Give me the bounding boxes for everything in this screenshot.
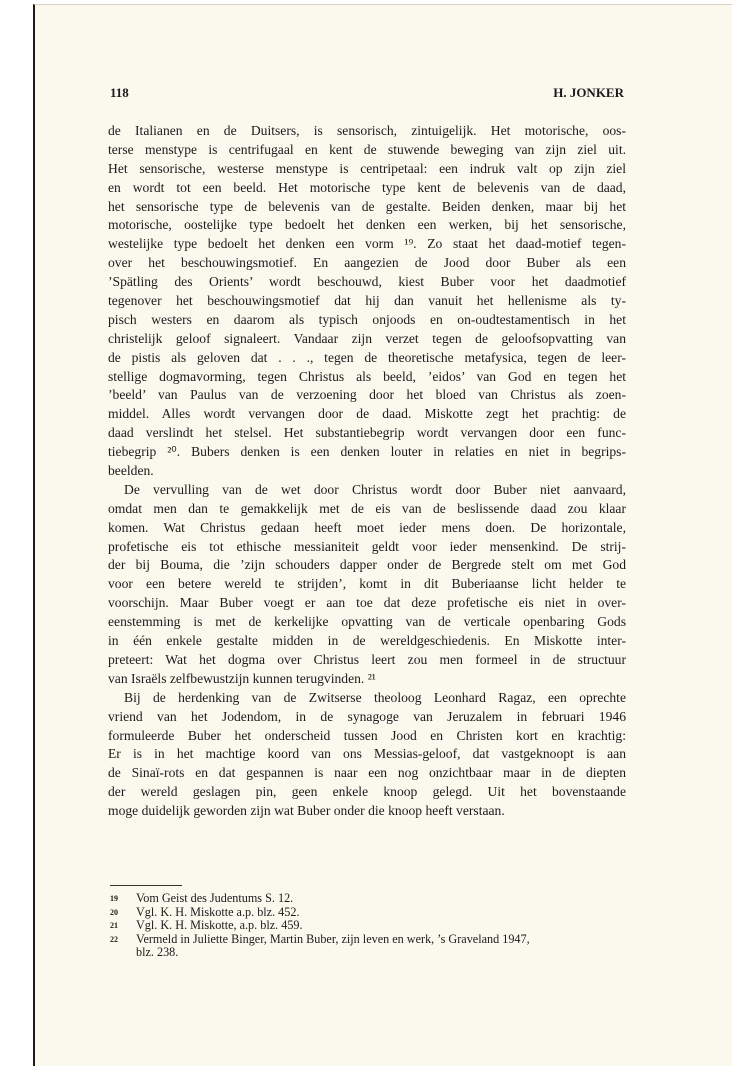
text-line: ’beeld’ van Paulus van de verzoening door het bloed van Christus als zoen- bbox=[108, 387, 626, 403]
text-line: der wereld geslagen pin, geen enkele knoop gelegd. Uit het bovenstaande bbox=[108, 784, 626, 800]
footnote-text: blz. 238. bbox=[136, 945, 179, 960]
text-line: moge duidelijk geworden zijn wat Buber onder die knoop heeft verstaan. bbox=[108, 803, 505, 819]
footnote bbox=[110, 892, 626, 906]
text-line: en wordt tot een beeld. Het motorische type kent de belevenis van de daad, bbox=[108, 179, 626, 195]
text-line: vriend van het Jodendom, in de synagoge van Jeruzalem in februari 1946 bbox=[108, 708, 626, 724]
text-line: preteert: Wat het dogma over Christus leert zou men formeel in de structuur bbox=[108, 651, 626, 667]
text-line: over het beschouwingsmotief. En aangezien de Jood door Buber als een bbox=[108, 255, 626, 271]
footnote bbox=[110, 906, 626, 920]
footnote-mark: 22 bbox=[110, 934, 118, 944]
body-text bbox=[108, 122, 626, 821]
text-line: beelden. bbox=[108, 463, 154, 479]
text-line: De vervulling van de wet door Christus wordt door Buber niet aanvaard, bbox=[124, 481, 626, 497]
text-line: pisch westers en daarom als typisch onjoods en on-oudtestamentisch in het bbox=[108, 311, 626, 327]
footnote-rule bbox=[110, 885, 182, 886]
text-line: eenstemming is met de kerkelijke opvatting van de verticale openbaring Gods bbox=[108, 614, 626, 630]
text-line: formuleerde Buber het onderscheid tussen Jood en Christen kort en krachtig: bbox=[108, 727, 626, 743]
text-line: Bij de herdenking van de Zwitserse theoloog Leonhard Ragaz, een oprechte bbox=[124, 689, 626, 705]
footnote-text: Vom Geist des Judentums S. 12. bbox=[136, 891, 294, 905]
text-line: de pistis als geloven dat . . ., tegen de theoretische metafysica, tegen de leer- bbox=[108, 349, 626, 365]
text-line: voor een betere wereld te strijden’, komt in dit Buberiaanse licht helder te bbox=[108, 576, 626, 592]
text-line: westelijke type bedoelt het denken een vorm ¹⁹. Zo staat het daad-motief tegen- bbox=[108, 236, 626, 252]
footnote-text: Vgl. K. H. Miskotte a.p. blz. 452. bbox=[136, 904, 300, 919]
footnote bbox=[110, 933, 626, 960]
text-line: komen. Wat Christus gedaan heeft moet ieder mens doen. De horizontale, bbox=[108, 519, 626, 535]
footnote-text: Vgl. K. H. Miskotte, a.p. blz. 459. bbox=[136, 918, 303, 933]
footnote bbox=[110, 919, 626, 933]
text-line: voorschijn. Maar Buber voegt er aan toe dat deze profetische eis niet in over- bbox=[108, 595, 626, 611]
text-line: tegenover het beschouwingsmotief dat hij dan vanuit het hellenisme als ty- bbox=[108, 293, 626, 309]
footnote-mark: 19 bbox=[110, 894, 118, 903]
text-line: christelijk geloof signaleert. Vandaar zijn verzet tegen de geloofsopvatting van bbox=[108, 330, 626, 346]
text-line: motorische, oostelijke type bedoelt het denken een werken, bij het sensorische, bbox=[108, 217, 626, 233]
text-line: in één enkele gestalte midden in de wereldgeschiedenis. En Miskotte inter- bbox=[108, 633, 626, 649]
text-line: tiebegrip ²⁰. Bubers denken is een denken louter in relaties en niet in begrips- bbox=[108, 444, 626, 460]
running-head-author: H. JONKER bbox=[553, 85, 624, 100]
text-line: Het sensorische, westerse menstype is centripetaal: een indruk valt op zijn ziel bbox=[108, 160, 626, 176]
footnote-mark: 21 bbox=[110, 921, 118, 931]
footnote-text: Vermeld in Juliette Binger, Martin Buber, zijn leven en werk, ’s Graveland 1947, bbox=[136, 931, 530, 946]
text-line: ’Spätling des Orients’ wordt beschouwd, kiest Buber voor het daadmotief bbox=[108, 274, 626, 290]
text-line: omdat men dan te gemakkelijk met de eis van de beslissende daad zou klaar bbox=[108, 500, 626, 516]
text-line: Er is in het machtige koord van ons Messias-geloof, dat vastgeknoopt is aan bbox=[108, 746, 626, 762]
footnotes bbox=[110, 892, 626, 960]
text-line: de Italianen en de Duitsers, is sensorisch, zintuigelijk. Het motorische, oos- bbox=[108, 123, 626, 138]
text-line: het sensorische type de belevenis van de gestalte. Beiden denken, maar bij het bbox=[108, 198, 626, 214]
text-line: stellige dogmavorming, tegen Christus als beeld, ’eidos’ van God en tegen het bbox=[108, 368, 626, 384]
text-line: middel. Alles wordt vervangen door de daad. Miskotte zegt het prachtig: de bbox=[108, 406, 626, 422]
text-line: profetische eis tot ethische messianiteit geldt voor ieder mensenkind. De strij- bbox=[108, 538, 626, 554]
page-number: 118 bbox=[110, 85, 129, 100]
text-line: de Sinaï-rots en dat gespannen is naar een nog onzichtbaar maar in de diepten bbox=[108, 765, 626, 781]
footnote-mark: 20 bbox=[110, 907, 118, 917]
text-line: van Israëls zelfbewustzijn kunnen terugvinden. ²¹ bbox=[108, 670, 376, 686]
text-line: der bij Bouma, die ’zijn schouders dapper onder de Bergrede stelt om met God bbox=[108, 557, 626, 573]
text-line: daad verslindt het stelsel. Het substantiebegrip wordt vervangen door een func- bbox=[108, 425, 626, 441]
text-line: terse menstype is centrifugaal en kent de stuwende beweging van zijn ziel uit. bbox=[108, 141, 626, 157]
